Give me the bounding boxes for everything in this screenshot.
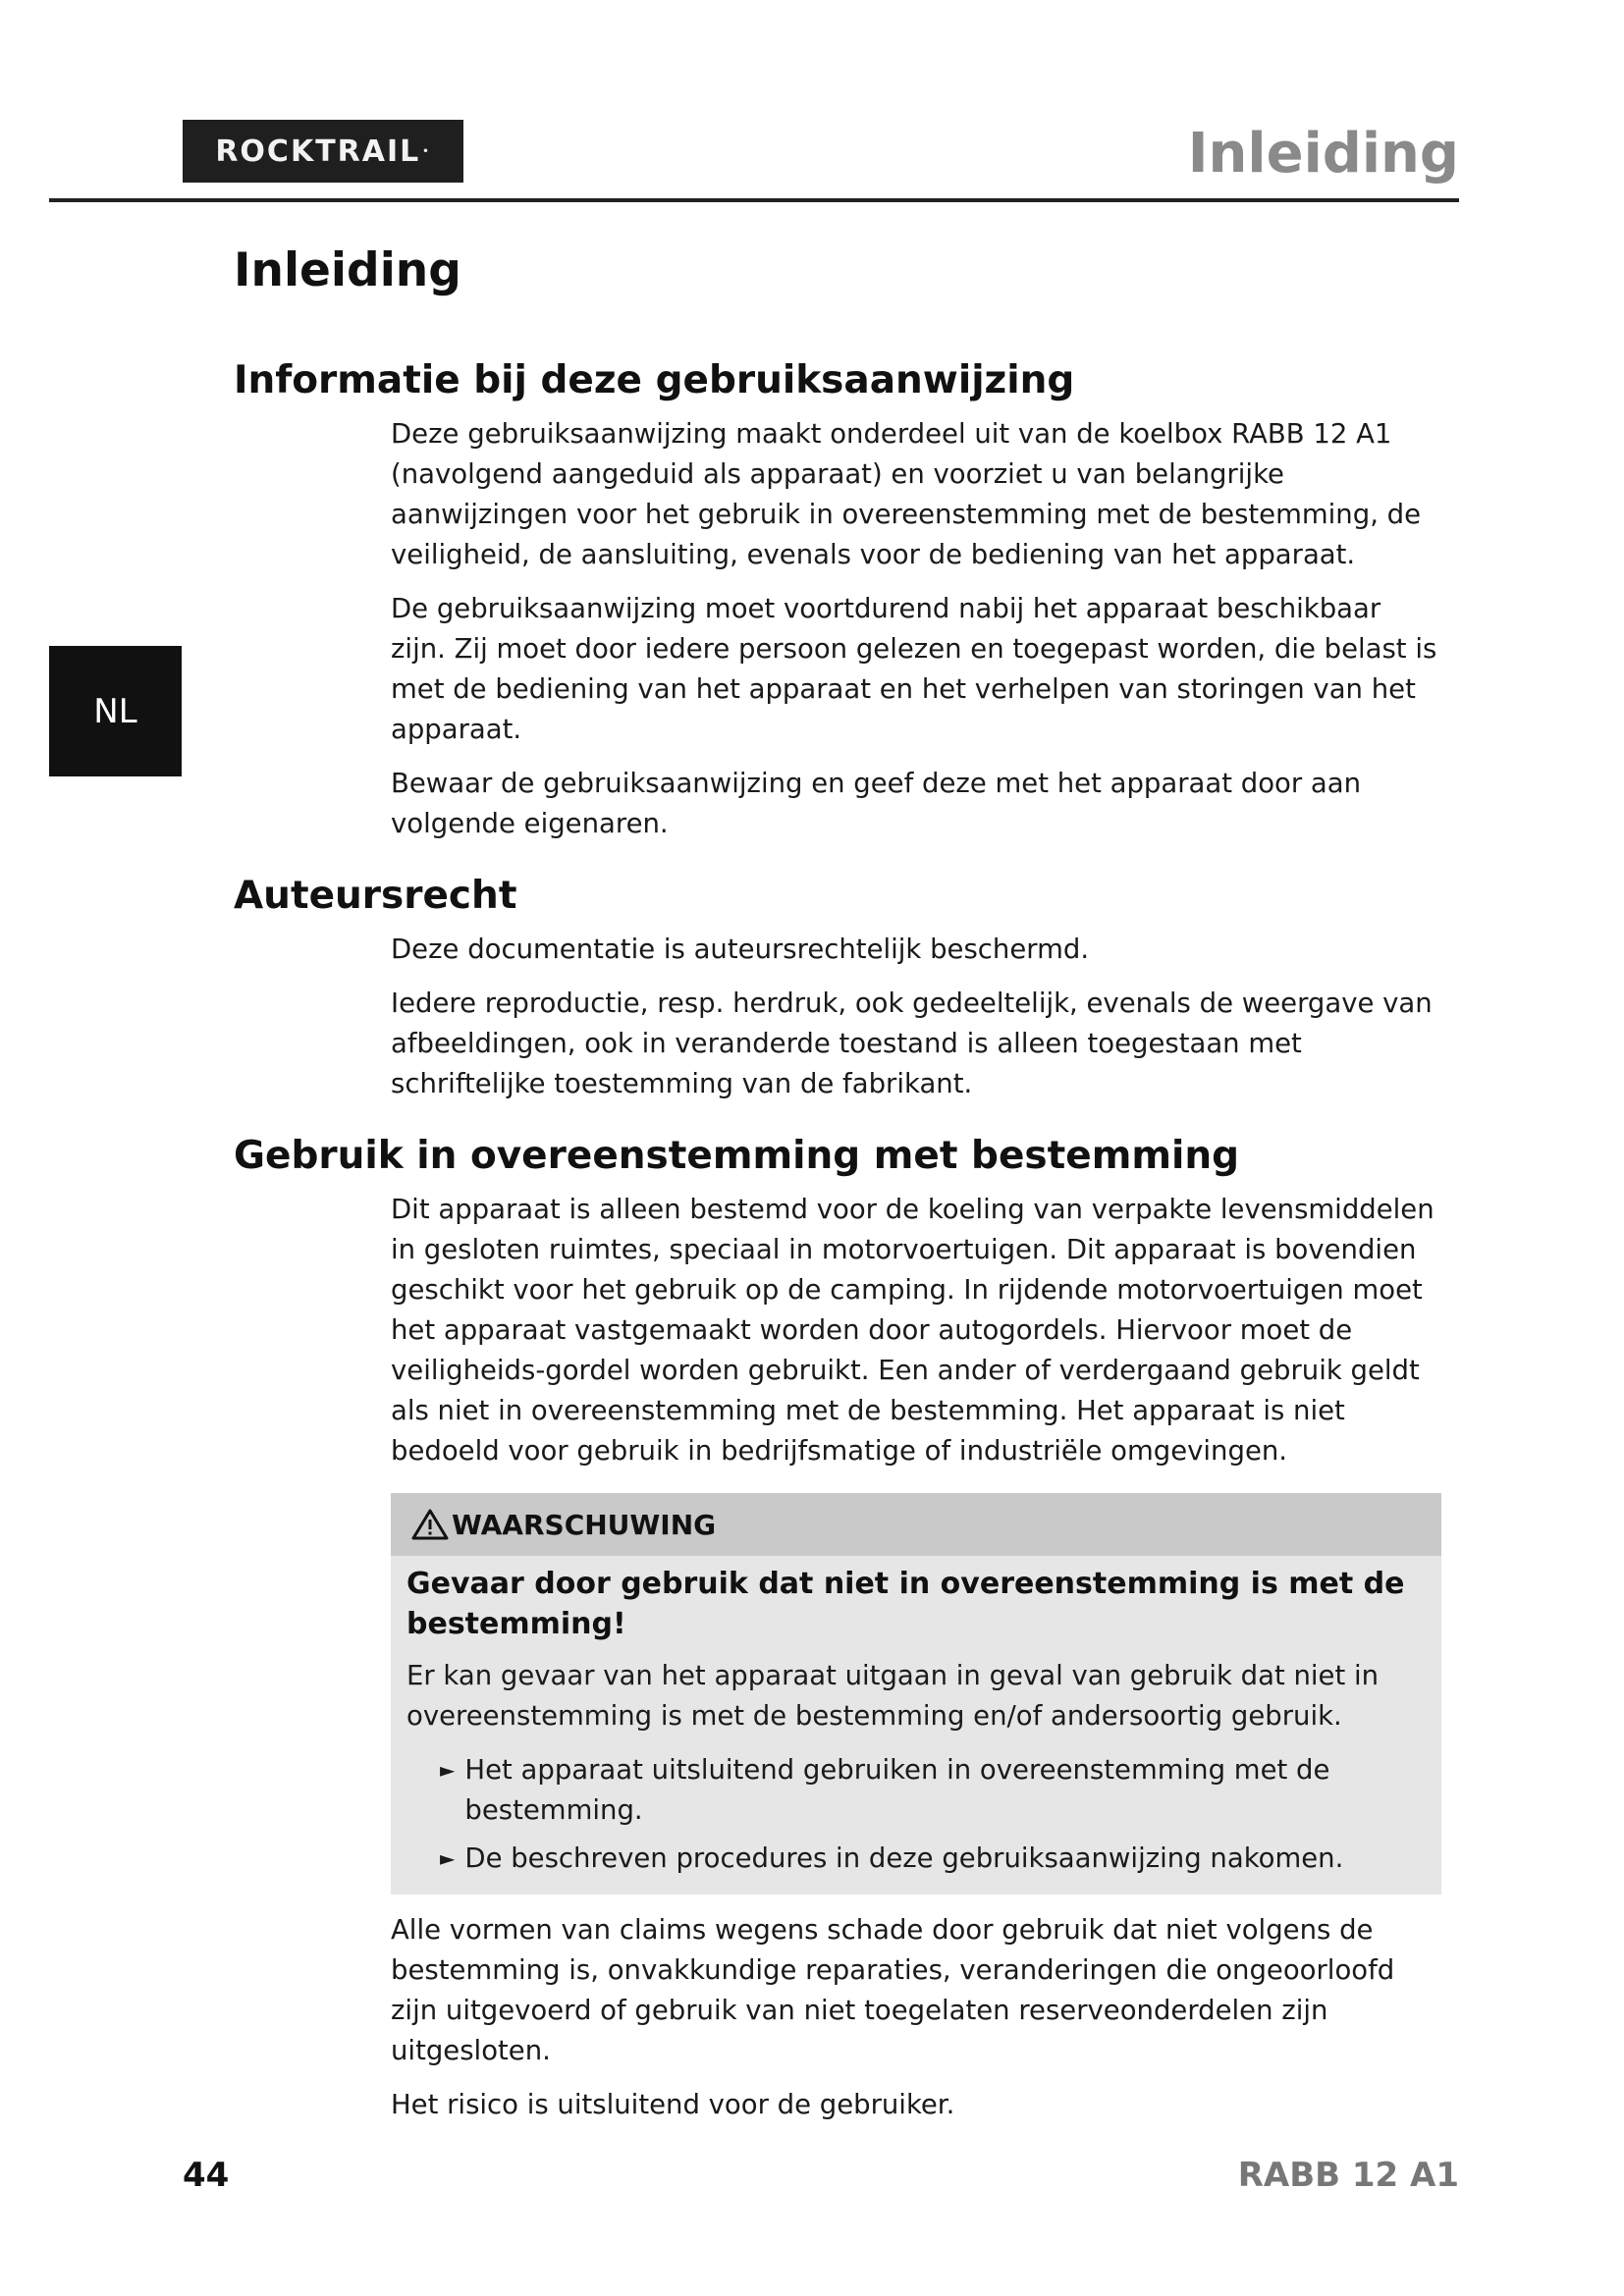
- brand-logo: [183, 120, 463, 183]
- warning-box: [391, 1493, 1441, 1895]
- header-title: Inleiding: [1187, 122, 1459, 186]
- section-informatie: [234, 358, 1437, 844]
- paragraph: Het risico is uitsluitend voor de gebruiker.: [391, 2089, 955, 2120]
- paragraph: Alle vormen van claims wegens schade door gebruik dat niet volgens de bestemming is, onvakkundige reparaties, veranderingen die ongeoorloofd zijn uitgevoerd of gebruik van niet toegelaten reserveonderdelen zijn uitgesloten.: [391, 1914, 1395, 2066]
- language-tab: NL: [49, 646, 182, 776]
- warning-triangle-icon: [410, 1508, 450, 1541]
- paragraph: Deze documentatie is auteursrechtelijk beschermd.: [391, 934, 1090, 965]
- arrow-right-icon: ►: [440, 1846, 456, 1870]
- paragraph: Bewaar de gebruiksaanwijzing en geef deze met het apparaat door aan volgende eigenaren.: [391, 768, 1362, 839]
- arrow-right-icon: ►: [440, 1758, 456, 1782]
- section-heading: Gebruik in overeenstemming met bestemming: [234, 1134, 1240, 1178]
- warning-title: Gevaar door gebruik dat niet in overeenstemming is met de bestemming!: [406, 1567, 1405, 1641]
- warning-bullet: [440, 1750, 1430, 1831]
- bullet-text: De beschreven procedures in deze gebruiksaanwijzing nakomen.: [464, 1842, 1344, 1874]
- paragraph: Iedere reproductie, resp. herdruk, ook gedeeltelijk, evenals de weergave van afbeeldingen, ook in veranderde toestand is alleen toegestaan met schriftelijke toestemming van de fabrikant.: [391, 988, 1433, 1099]
- paragraph: De gebruiksaanwijzing moet voortdurend nabij het apparaat beschikbaar zijn. Zij moet door iedere persoon gelezen en toegepast worden, die belast is met de bediening van het apparaat en het verhelpen van storingen van het apparaat.: [391, 593, 1437, 745]
- warning-label: WAARSCHUWING: [452, 1508, 717, 1541]
- brand-logo-text: ROCKTRAIL: [215, 133, 421, 169]
- warning-bullet: [440, 1839, 1430, 1879]
- section-heading: Auteursrecht: [234, 874, 517, 918]
- paragraph: Dit apparaat is alleen bestemd voor de koeling van verpakte levensmiddelen in gesloten ruimtes, speciaal in motorvoertuigen. Dit apparaat is bovendien geschikt voor het gebruik op de camping. In rijdende motorvoertuigen moet het apparaat vastgemaakt worden door autogordels. Hiervoor moet de veiligheids-gordel worden gebruikt. Een ander of verdergaand gebruik geldt als niet in overeenstemming met de bestemming. Het apparaat is niet bedoeld voor gebruik in bedrijfsmatige of industriële omgevingen.: [391, 1194, 1435, 1467]
- section-heading: Informatie bij deze gebruiksaanwijzing: [234, 358, 1075, 402]
- section-gebruik: [234, 1134, 1435, 2125]
- paragraph: Deze gebruiksaanwijzing maakt onderdeel uit van de koelbox RABB 12 A1 (navolgend aangeduid als apparaat) en voorziet u van belangrijke aanwijzingen voor het gebruik in overeenstemming met de bestemming, de veiligheid, de aansluiting, evenals voor de bediening van het apparaat.: [391, 418, 1422, 570]
- footer-model: RABB 12 A1: [1237, 2156, 1459, 2195]
- section-auteursrecht: [234, 874, 1433, 1104]
- header-divider: [49, 198, 1459, 202]
- page-number: 44: [183, 2156, 230, 2195]
- page-title: Inleiding: [234, 243, 461, 297]
- bullet-text: Het apparaat uitsluitend gebruiken in overeenstemming met de bestemming.: [464, 1754, 1330, 1826]
- warning-text: Er kan gevaar van het apparaat uitgaan in geval van gebruik dat niet in overeenstemming is met de bestemming en/of andersoortig gebruik.: [406, 1660, 1380, 1732]
- main-content: [234, 243, 1437, 2155]
- brand-logo-mark: •: [422, 145, 431, 157]
- warning-header: [391, 1493, 1441, 1556]
